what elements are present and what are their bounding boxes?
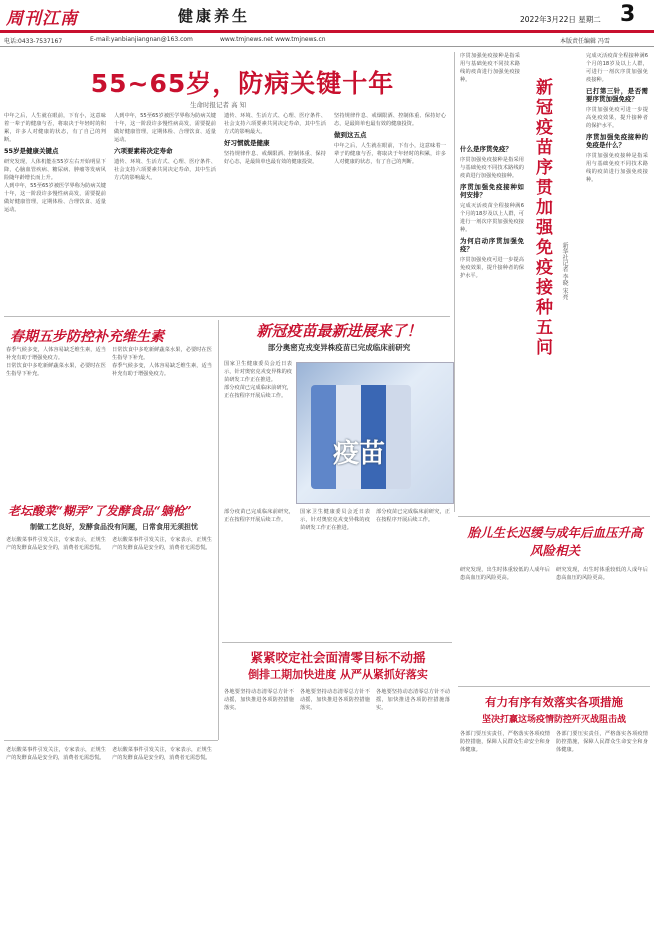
vaccine-qa-section	[460, 52, 650, 512]
editor-credit: 本版责任编辑 冯雪	[560, 38, 610, 45]
vitamin-paragraph: 春季气候多变，人体容易缺乏维生素，适当补充有助于增强免疫力。	[112, 363, 212, 377]
main-paragraph: 遗传、环境、生活方式、心理、医疗条件、社会支持六项要素共同决定寿命，其中生活方式的影响最大。	[114, 159, 216, 181]
qa-question: 已打第三针，是否需要序贯加强免疫？	[586, 87, 648, 103]
vaccine-progress-column-4	[376, 508, 450, 638]
policy-paragraph: 各地要坚持动态清零总方针不动摇，加快推进各项防控措施落实。	[300, 689, 370, 711]
info-bar	[0, 34, 654, 45]
food-column-3	[6, 746, 106, 926]
vaccine-vertical-title: 新冠疫苗序贯加强免疫接种五问	[532, 78, 552, 358]
qa-column-2	[586, 52, 648, 512]
measures-paragraph: 各部门要压实责任，严格落实各项疫情防控措施，保障人民群众生命安全和身体健康。	[460, 731, 550, 753]
qa-question: 为何启动序贯加强免疫？	[460, 237, 524, 253]
qa-question: 序贯加强免疫接种的免疫是什么？	[586, 133, 648, 149]
main-byline: 生命时报记者 高 知	[190, 101, 247, 109]
website: www.tmjnews.net www.tmjnews.cn	[220, 36, 326, 43]
vitamin-column-1	[6, 346, 106, 496]
food-column-1	[6, 536, 106, 736]
policy-column-2	[300, 688, 370, 928]
column-divider	[454, 52, 455, 512]
main-column-3	[224, 112, 326, 310]
pregnancy-title: 胎儿生长迟缓与成年后血压升高风险相关	[467, 525, 643, 558]
vaccine-progress-column-1	[224, 360, 292, 500]
vaccine-label: 疫苗	[333, 439, 386, 469]
main-paragraph: 人到中年，55至65岁被医学界称为防病关键十年，这一阶段许多慢性病高发，需要提前做好健康管理，定期体检、合理饮食、适量运动。	[4, 183, 106, 213]
issue-date: 2022年3月22日 星期二	[520, 15, 601, 24]
vaccine-progress-paragraph: 国家卫生健康委员会近日表示，针对奥密克戎变异株的疫苗研发工作正在推进。	[300, 509, 370, 531]
section-divider	[458, 686, 650, 687]
qa-paragraph: 序贯加强免疫接种是指采用与基础免疫不同技术路线的疫苗进行加强免疫接种。	[460, 53, 520, 83]
section-divider	[4, 740, 218, 741]
policy-title: 紧紧咬定社会面清零目标不动摇	[250, 650, 426, 665]
qa-answer: 完成灭活疫苗全程接种满6个月的18岁及以上人群，可进行一剂次序贯加强免疫接种。	[586, 53, 648, 83]
vaccine-progress-column-2	[224, 508, 294, 638]
food-column-4	[112, 746, 212, 926]
paper-logo: 周刊江南	[6, 9, 78, 29]
qa-answer: 序贯加强免疫可进一步提高免疫效果，提升接种者的保护水平。	[586, 107, 648, 129]
qa-answer: 序贯加强免疫接种是指采用与基础免疫不同技术路线的疫苗进行加强免疫接种。	[460, 157, 524, 179]
food-title: 老坛酸菜“糊弄”了发酵食品“躺枪”	[8, 504, 192, 518]
policy-paragraph: 各地要坚持动态清零总方针不动摇，加快推进各项防控措施落实。	[224, 689, 294, 711]
qa-intro	[460, 52, 520, 132]
measures-subtitle: 坚决打赢这场疫情防控歼灭战阻击战	[481, 715, 626, 725]
measures-column-2	[556, 730, 648, 928]
main-headline: 55~65岁，防病关键十年	[90, 69, 395, 98]
pregnancy-column-2	[556, 566, 648, 682]
main-article-body	[4, 112, 449, 310]
qa-column-1	[460, 142, 524, 512]
main-paragraph: 中年之后，人生就在眼前，下有小，这意味着一辈子的健康与否，将取决于年轻时的积累，许多人对健康的状态，有了自己的判断。	[4, 113, 106, 143]
main-paragraph: 遗传、环境、生活方式、心理、医疗条件、社会支持六项要素共同决定寿命，其中生活方式的影响最大。	[224, 113, 326, 135]
vaccine-photo	[296, 362, 454, 504]
vitamin-paragraph: 日常饮食中多吃新鲜蔬菜水果，必要时在医生指导下补充。	[112, 347, 212, 361]
policy-subtitle: 倒排工期加快进度 从严从紧抓好落实	[248, 668, 428, 681]
section-divider	[4, 316, 450, 317]
main-paragraph: 中年之后，人生就在眼前，下有小，这意味着一辈子的健康与否，将取决于年轻时的积累，许多人对健康的状态，有了自己的判断。	[334, 143, 446, 165]
vaccine-progress-paragraph: 部分疫苗已完成临床前研究，正在按程序开展后续工作。	[224, 385, 292, 399]
main-column-2	[114, 112, 216, 310]
food-column-2	[112, 536, 212, 736]
vaccine-progress-subtitle: 部分奥密克戎变异株疫苗已完成临床前研究	[267, 343, 411, 352]
main-subhead: 六项要素将决定寿命	[114, 147, 173, 155]
qa-answer: 序贯加强免疫接种是指采用与基础免疫不同技术路线的疫苗进行加强免疫接种。	[586, 153, 648, 183]
main-paragraph: 坚持规律作息、戒烟限酒、控制体重、保持好心态，是最简单也最有效的健康投资。	[334, 113, 446, 127]
masthead-rule	[0, 30, 654, 33]
food-subtitle: 制做工艺良好，发酵食品没有问题，日常食用无须担忧	[30, 523, 198, 531]
main-paragraph: 研究发现，人体机能在55岁左右开始明显下降，心脑血管疾病、糖尿病、肿瘤等发病风险随年龄增长而上升。	[4, 159, 106, 181]
main-column-4	[334, 112, 446, 310]
vaccine-progress-paragraph: 部分疫苗已完成临床前研究，正在按程序开展后续工作。	[376, 509, 450, 523]
phone-number: 电话:0433-7537167	[4, 38, 63, 45]
pregnancy-paragraph: 研究发现，出生时体重较低的人成年后患高血压的风险更高。	[556, 567, 648, 581]
column-divider	[218, 320, 219, 740]
vitamin-title: 春期五步防控补充维生素	[10, 329, 164, 345]
measures-title: 有力有序有效落实各项措施	[485, 695, 623, 709]
main-paragraph: 坚持规律作息、戒烟限酒、控制体重、保持好心态，是最简单也最有效的健康投资。	[224, 151, 326, 165]
vaccine-progress-paragraph: 部分疫苗已完成临床前研究，正在按程序开展后续工作。	[224, 509, 294, 523]
main-subhead: 55岁是健康关键点	[4, 147, 59, 155]
main-paragraph: 人到中年，55至65岁被医学界称为防病关键十年，这一阶段许多慢性病高发，需要提前做好健康管理，定期体检、合理饮食、适量运动。	[114, 113, 216, 143]
section-divider	[222, 642, 452, 643]
main-column-1	[4, 112, 106, 310]
qa-answer: 完成灭活疫苗全程接种满6个月的18岁及以上人群，可进行一剂次序贯加强免疫接种。	[460, 203, 524, 233]
main-subhead: 好习惯就是健康	[224, 139, 270, 147]
food-paragraph: 老坛酸菜事件引发关注，专家表示，正规生产的发酵食品是安全的，消费者无需恐慌。	[6, 747, 106, 761]
qa-answer: 序贯加强免疫可进一步提高免疫效果，提升接种者的保护水平。	[460, 257, 524, 279]
policy-column-1	[224, 688, 294, 928]
pregnancy-column-1	[460, 566, 550, 682]
vitamin-paragraph: 日常饮食中多吃新鲜蔬菜水果，必要时在医生指导下补充。	[6, 363, 106, 377]
food-paragraph: 老坛酸菜事件引发关注，专家表示，正规生产的发酵食品是安全的，消费者无需恐慌。	[112, 537, 212, 551]
policy-paragraph: 各地要坚持动态清零总方针不动摇，加快推进各项防控措施落实。	[376, 689, 450, 711]
vaccine-byline: 新华社记者 李晓 宋亮	[561, 242, 568, 300]
qa-question: 序贯加强免疫接种如何安排？	[460, 183, 524, 199]
main-subhead: 做到这五点	[334, 131, 367, 139]
qa-question: 什么是序贯免疫？	[460, 145, 512, 153]
section-divider	[458, 516, 650, 517]
info-rule	[0, 46, 654, 47]
food-paragraph: 老坛酸菜事件引发关注，专家表示，正规生产的发酵食品是安全的，消费者无需恐慌。	[6, 537, 106, 551]
vitamin-column-2	[112, 346, 212, 496]
pregnancy-paragraph: 研究发现，出生时体重较低的人成年后患高血压的风险更高。	[460, 567, 550, 581]
section-title: 健康养生	[178, 7, 251, 25]
vaccine-progress-paragraph: 国家卫生健康委员会近日表示，针对奥密克戎变异株的疫苗研发工作正在推进。	[224, 361, 292, 383]
measures-column-1	[460, 730, 550, 928]
page-number: 3	[620, 2, 636, 27]
email-address: E-mail:yanbianjiangnan@163.com	[90, 36, 193, 43]
vitamin-paragraph: 春季气候多变，人体容易缺乏维生素，适当补充有助于增强免疫力。	[6, 347, 106, 361]
food-paragraph: 老坛酸菜事件引发关注，专家表示，正规生产的发酵食品是安全的，消费者无需恐慌。	[112, 747, 212, 761]
vaccine-progress-column-3	[300, 508, 370, 638]
measures-paragraph: 各部门要压实责任，严格落实各项疫情防控措施，保障人民群众生命安全和身体健康。	[556, 731, 648, 753]
policy-column-3	[376, 688, 450, 928]
vaccine-progress-title: 新冠疫苗最新进展来了！	[256, 322, 422, 340]
